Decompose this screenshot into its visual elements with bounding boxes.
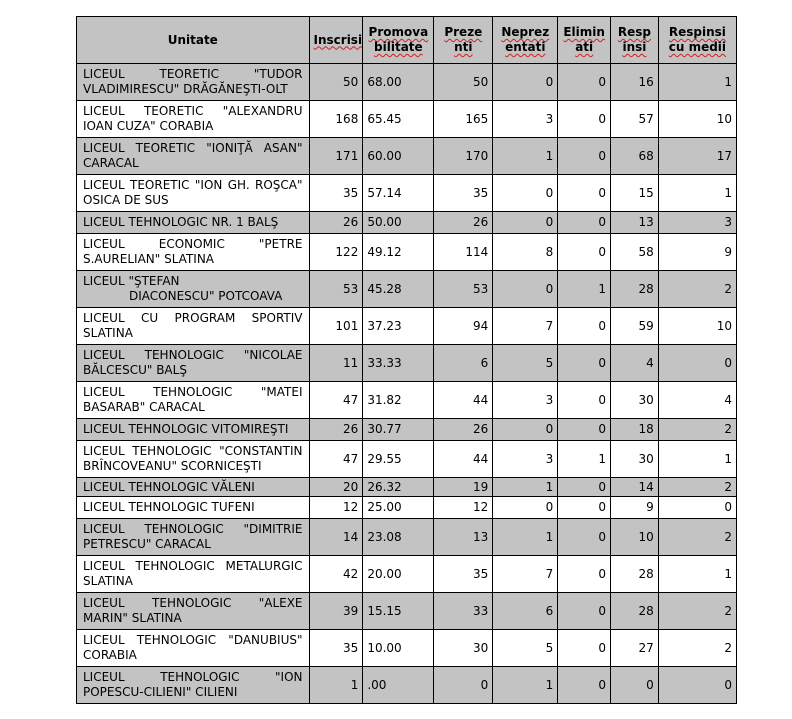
cell-prezenti: 165 xyxy=(434,101,493,138)
table-row xyxy=(77,101,737,138)
cell-unitate: LICEUL ECONOMIC "PETRE S.AURELIAN" SLATINA xyxy=(77,234,310,271)
cell-promovabilitate: 57.14 xyxy=(363,175,434,212)
cell-respinsi-cu-medii: 2 xyxy=(658,593,736,630)
cell-inscrisi: 12 xyxy=(309,497,363,519)
cell-promovabilitate: 65.45 xyxy=(363,101,434,138)
cell-promovabilitate: 29.55 xyxy=(363,441,434,478)
cell-respinsi: 4 xyxy=(611,345,659,382)
cell-eliminati: 0 xyxy=(558,630,611,667)
cell-inscrisi: 39 xyxy=(309,593,363,630)
table-row xyxy=(77,382,737,419)
cell-neprezentati: 5 xyxy=(493,345,558,382)
cell-eliminati: 0 xyxy=(558,345,611,382)
cell-neprezentati: 1 xyxy=(493,138,558,175)
header-prezenti: Preze nti xyxy=(434,17,493,64)
cell-prezenti: 35 xyxy=(434,556,493,593)
cell-neprezentati: 7 xyxy=(493,308,558,345)
table-row xyxy=(77,419,737,441)
cell-promovabilitate: 68.00 xyxy=(363,64,434,101)
cell-unitate: LICEUL TEHNOLOGIC "NICOLAE BĂLCESCU" BALŞ xyxy=(77,345,310,382)
cell-eliminati: 0 xyxy=(558,212,611,234)
cell-unitate: LICEUL TEHNOLOGIC "ION POPESCU-CILIENI" CILIENI xyxy=(77,667,310,704)
cell-respinsi: 59 xyxy=(611,308,659,345)
cell-promovabilitate: 10.00 xyxy=(363,630,434,667)
cell-neprezentati: 3 xyxy=(493,441,558,478)
header-inscrisi: Inscrisi xyxy=(309,17,363,64)
table-row xyxy=(77,667,737,704)
cell-promovabilitate: 15.15 xyxy=(363,593,434,630)
table-row xyxy=(77,64,737,101)
cell-respinsi: 10 xyxy=(611,519,659,556)
cell-respinsi: 28 xyxy=(611,593,659,630)
table-row xyxy=(77,630,737,667)
cell-neprezentati: 1 xyxy=(493,667,558,704)
cell-neprezentati: 8 xyxy=(493,234,558,271)
cell-eliminati: 0 xyxy=(558,593,611,630)
cell-promovabilitate: 33.33 xyxy=(363,345,434,382)
table-row xyxy=(77,175,737,212)
cell-unitate: LICEUL TEORETIC "ALEXANDRU IOAN CUZA" CORABIA xyxy=(77,101,310,138)
cell-eliminati: 0 xyxy=(558,175,611,212)
cell-unitate: LICEUL TEORETIC "IONIŢĂ ASAN" CARACAL xyxy=(77,138,310,175)
cell-prezenti: 44 xyxy=(434,441,493,478)
cell-promovabilitate: 49.12 xyxy=(363,234,434,271)
cell-inscrisi: 35 xyxy=(309,175,363,212)
table-row xyxy=(77,519,737,556)
cell-respinsi-cu-medii: 2 xyxy=(658,271,736,308)
cell-respinsi-cu-medii: 2 xyxy=(658,478,736,497)
cell-eliminati: 0 xyxy=(558,234,611,271)
cell-inscrisi: 14 xyxy=(309,519,363,556)
cell-promovabilitate: .00 xyxy=(363,667,434,704)
table-row xyxy=(77,441,737,478)
cell-promovabilitate: 23.08 xyxy=(363,519,434,556)
cell-promovabilitate: 31.82 xyxy=(363,382,434,419)
cell-prezenti: 13 xyxy=(434,519,493,556)
cell-respinsi: 30 xyxy=(611,382,659,419)
table-row xyxy=(77,593,737,630)
cell-respinsi: 18 xyxy=(611,419,659,441)
cell-neprezentati: 7 xyxy=(493,556,558,593)
cell-eliminati: 0 xyxy=(558,138,611,175)
cell-unitate: LICEUL TEHNOLOGIC "CONSTANTIN BRÎNCOVEANU" SCORNICEŞTI xyxy=(77,441,310,478)
cell-unitate: LICEUL TEHNOLOGIC NR. 1 BALŞ xyxy=(77,212,310,234)
cell-unitate: LICEUL TEORETIC "ION GH. ROŞCA" OSICA DE SUS xyxy=(77,175,310,212)
cell-promovabilitate: 20.00 xyxy=(363,556,434,593)
cell-respinsi-cu-medii: 1 xyxy=(658,64,736,101)
cell-inscrisi: 50 xyxy=(309,64,363,101)
cell-neprezentati: 1 xyxy=(493,478,558,497)
header-unitate: Unitate xyxy=(77,17,310,64)
cell-respinsi-cu-medii: 10 xyxy=(658,101,736,138)
cell-eliminati: 1 xyxy=(558,441,611,478)
cell-neprezentati: 0 xyxy=(493,212,558,234)
cell-respinsi: 27 xyxy=(611,630,659,667)
cell-promovabilitate: 30.77 xyxy=(363,419,434,441)
cell-unitate: LICEUL TEORETIC "TUDOR VLADIMIRESCU" DRĂGĂNEŞTI-OLT xyxy=(77,64,310,101)
cell-neprezentati: 0 xyxy=(493,271,558,308)
table-header xyxy=(77,17,737,64)
cell-inscrisi: 53 xyxy=(309,271,363,308)
cell-eliminati: 0 xyxy=(558,519,611,556)
cell-neprezentati: 0 xyxy=(493,64,558,101)
cell-unitate: LICEUL TEHNOLOGIC VĂLENI xyxy=(77,478,310,497)
table-row xyxy=(77,556,737,593)
cell-inscrisi: 11 xyxy=(309,345,363,382)
cell-inscrisi: 26 xyxy=(309,419,363,441)
cell-respinsi-cu-medii: 0 xyxy=(658,497,736,519)
cell-eliminati: 0 xyxy=(558,497,611,519)
cell-neprezentati: 5 xyxy=(493,630,558,667)
cell-eliminati: 0 xyxy=(558,382,611,419)
cell-unitate: LICEUL TEHNOLOGIC "ALEXE MARIN" SLATINA xyxy=(77,593,310,630)
cell-prezenti: 44 xyxy=(434,382,493,419)
cell-unitate: LICEUL CU PROGRAM SPORTIV SLATINA xyxy=(77,308,310,345)
cell-respinsi-cu-medii: 1 xyxy=(658,175,736,212)
header-neprezentati: Neprez entati xyxy=(493,17,558,64)
table-row xyxy=(77,478,737,497)
cell-eliminati: 0 xyxy=(558,667,611,704)
cell-eliminati: 0 xyxy=(558,64,611,101)
table-row xyxy=(77,345,737,382)
cell-respinsi-cu-medii: 0 xyxy=(658,667,736,704)
cell-respinsi-cu-medii: 10 xyxy=(658,308,736,345)
table-row xyxy=(77,138,737,175)
header-respinsi: Resp insi xyxy=(611,17,659,64)
table-row xyxy=(77,212,737,234)
cell-respinsi-cu-medii: 1 xyxy=(658,441,736,478)
cell-prezenti: 53 xyxy=(434,271,493,308)
cell-respinsi: 13 xyxy=(611,212,659,234)
cell-prezenti: 0 xyxy=(434,667,493,704)
cell-prezenti: 26 xyxy=(434,419,493,441)
cell-neprezentati: 3 xyxy=(493,382,558,419)
cell-neprezentati: 0 xyxy=(493,497,558,519)
cell-respinsi: 30 xyxy=(611,441,659,478)
cell-respinsi-cu-medii: 2 xyxy=(658,419,736,441)
cell-respinsi-cu-medii: 3 xyxy=(658,212,736,234)
table-row xyxy=(77,271,737,308)
cell-respinsi: 16 xyxy=(611,64,659,101)
header-respinsi-cu-medii: Respinsi cu medii xyxy=(658,17,736,64)
cell-inscrisi: 101 xyxy=(309,308,363,345)
cell-respinsi: 28 xyxy=(611,556,659,593)
cell-prezenti: 6 xyxy=(434,345,493,382)
cell-prezenti: 35 xyxy=(434,175,493,212)
cell-promovabilitate: 37.23 xyxy=(363,308,434,345)
cell-prezenti: 33 xyxy=(434,593,493,630)
cell-prezenti: 50 xyxy=(434,64,493,101)
cell-unitate: LICEUL "ŞTEFAN DIACONESCU" POTCOAVA xyxy=(77,271,310,308)
cell-unitate: LICEUL TEHNOLOGIC METALURGIC SLATINA xyxy=(77,556,310,593)
table-row xyxy=(77,497,737,519)
cell-neprezentati: 0 xyxy=(493,175,558,212)
cell-eliminati: 0 xyxy=(558,101,611,138)
cell-respinsi: 0 xyxy=(611,667,659,704)
header-eliminati: Elimin ati xyxy=(558,17,611,64)
cell-inscrisi: 20 xyxy=(309,478,363,497)
cell-respinsi: 14 xyxy=(611,478,659,497)
cell-prezenti: 26 xyxy=(434,212,493,234)
header-row xyxy=(77,17,737,64)
header-promovabilitate: Promova bilitate xyxy=(363,17,434,64)
cell-eliminati: 0 xyxy=(558,308,611,345)
cell-eliminati: 1 xyxy=(558,271,611,308)
cell-inscrisi: 171 xyxy=(309,138,363,175)
cell-inscrisi: 122 xyxy=(309,234,363,271)
cell-unitate: LICEUL TEHNOLOGIC "DIMITRIE PETRESCU" CARACAL xyxy=(77,519,310,556)
cell-inscrisi: 42 xyxy=(309,556,363,593)
results-table xyxy=(76,16,737,704)
cell-unitate: LICEUL TEHNOLOGIC "DANUBIUS" CORABIA xyxy=(77,630,310,667)
table-body xyxy=(77,64,737,704)
cell-promovabilitate: 60.00 xyxy=(363,138,434,175)
cell-respinsi: 28 xyxy=(611,271,659,308)
cell-prezenti: 94 xyxy=(434,308,493,345)
cell-promovabilitate: 25.00 xyxy=(363,497,434,519)
cell-prezenti: 30 xyxy=(434,630,493,667)
cell-respinsi: 57 xyxy=(611,101,659,138)
cell-eliminati: 0 xyxy=(558,556,611,593)
cell-promovabilitate: 26.32 xyxy=(363,478,434,497)
cell-eliminati: 0 xyxy=(558,419,611,441)
cell-inscrisi: 47 xyxy=(309,441,363,478)
cell-respinsi-cu-medii: 4 xyxy=(658,382,736,419)
cell-inscrisi: 47 xyxy=(309,382,363,419)
cell-respinsi: 58 xyxy=(611,234,659,271)
cell-inscrisi: 168 xyxy=(309,101,363,138)
cell-inscrisi: 1 xyxy=(309,667,363,704)
cell-promovabilitate: 45.28 xyxy=(363,271,434,308)
cell-respinsi-cu-medii: 2 xyxy=(658,519,736,556)
cell-prezenti: 19 xyxy=(434,478,493,497)
table-row xyxy=(77,234,737,271)
cell-respinsi-cu-medii: 17 xyxy=(658,138,736,175)
cell-inscrisi: 35 xyxy=(309,630,363,667)
cell-respinsi-cu-medii: 0 xyxy=(658,345,736,382)
cell-unitate: LICEUL TEHNOLOGIC TUFENI xyxy=(77,497,310,519)
cell-neprezentati: 0 xyxy=(493,419,558,441)
cell-prezenti: 12 xyxy=(434,497,493,519)
cell-prezenti: 114 xyxy=(434,234,493,271)
cell-neprezentati: 1 xyxy=(493,519,558,556)
table-row xyxy=(77,308,737,345)
cell-neprezentati: 3 xyxy=(493,101,558,138)
cell-unitate: LICEUL TEHNOLOGIC VITOMIREŞTI xyxy=(77,419,310,441)
cell-respinsi: 9 xyxy=(611,497,659,519)
cell-prezenti: 170 xyxy=(434,138,493,175)
cell-unitate: LICEUL TEHNOLOGIC "MATEI BASARAB" CARACAL xyxy=(77,382,310,419)
cell-respinsi: 68 xyxy=(611,138,659,175)
cell-respinsi-cu-medii: 9 xyxy=(658,234,736,271)
cell-inscrisi: 26 xyxy=(309,212,363,234)
cell-respinsi-cu-medii: 2 xyxy=(658,630,736,667)
cell-respinsi: 15 xyxy=(611,175,659,212)
cell-promovabilitate: 50.00 xyxy=(363,212,434,234)
cell-neprezentati: 6 xyxy=(493,593,558,630)
cell-eliminati: 0 xyxy=(558,478,611,497)
cell-respinsi-cu-medii: 1 xyxy=(658,556,736,593)
